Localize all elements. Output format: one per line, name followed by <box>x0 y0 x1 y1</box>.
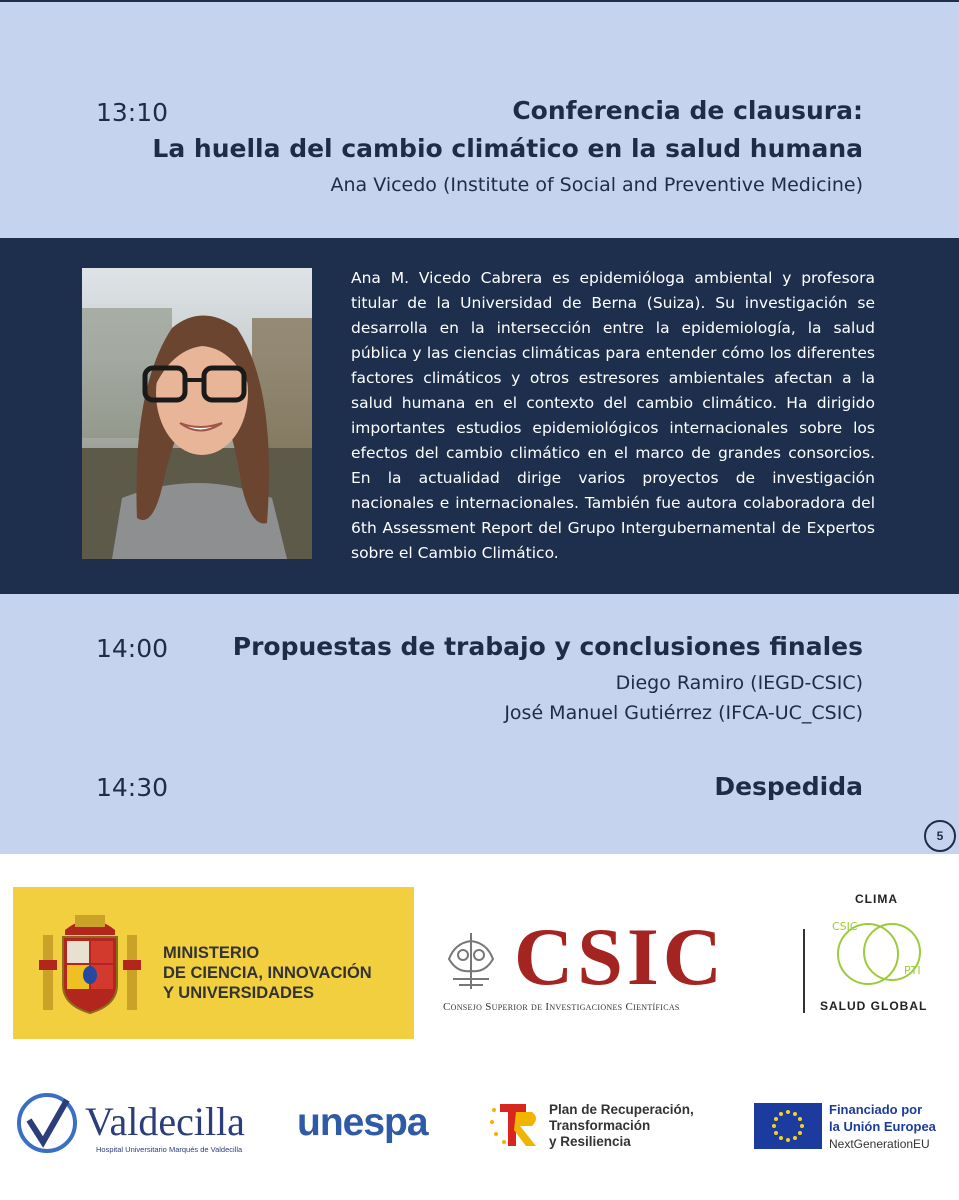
ministerio-line2: DE CIENCIA, INNOVACIÓN <box>163 964 372 982</box>
speaker-bio-text: Ana M. Vicedo Cabrera es epidemióloga ambiental y profesora titular de la Universidad de Berna (Suiza). Su investigación se desarrolla en la intersección entre la epidemiología, la salud pública y las ciencias climáticas para entender cómo los diferentes factores climáticos y otros estresores ambientales afectan a la salud humana en el contexto del cambio climático. Ha dirigido importantes estudios epidemiológicos internacionales sobre los efectos del cambio climático en el marco de grandes consorcios. En la actualidad dirige varios proyectos de investigación nacionales e internacionales. También fue autora colaboradora del 6th Assessment Report del Grupo Intergubernamental de Expertos sobre el Cambio Climático. <box>351 269 875 562</box>
plan-recuperacion-icon <box>486 1100 546 1150</box>
clima-rings-icon <box>826 912 936 992</box>
clima-logo-bottom: SALUD GLOBAL <box>820 999 928 1013</box>
plan-line3: y Resiliencia <box>549 1134 631 1149</box>
session-title: Despedida <box>714 772 863 801</box>
session-speaker: Ana Vicedo (Institute of Social and Preventive Medicine) <box>330 174 863 196</box>
session-time: 14:30 <box>96 773 169 802</box>
session-closing-block <box>0 594 959 854</box>
clima-ring-left: CSIC <box>832 920 858 933</box>
csic-logo-subtitle: Consejo Superior de Investigaciones Científicas <box>443 1001 680 1013</box>
eu-line1: Financiado por <box>829 1102 923 1117</box>
session-title-line1: Conferencia de clausura: <box>512 96 863 125</box>
session-speaker-1: Diego Ramiro (IEGD-CSIC) <box>615 672 863 694</box>
ministerio-logo <box>13 887 414 1039</box>
page-number: 5 <box>924 820 956 852</box>
csic-emblem-icon <box>443 929 499 993</box>
eu-line2: la Unión Europea <box>829 1119 936 1134</box>
eu-line3: NextGenerationEU <box>829 1137 930 1151</box>
csic-logo-text: CSIC <box>514 911 726 1002</box>
plan-line1: Plan de Recuperación, <box>549 1102 694 1117</box>
session-title-line2: La huella del cambio climático en la salud humana <box>152 134 863 163</box>
unespa-logo: unespa <box>297 1101 428 1144</box>
clima-logo-top: CLIMA <box>855 892 898 906</box>
eu-flag-icon <box>754 1103 822 1149</box>
session-time: 13:10 <box>96 98 169 127</box>
valdecilla-logo-text: Valdecilla <box>85 1099 245 1144</box>
ministerio-line3: Y UNIVERSIDADES <box>163 984 314 1002</box>
valdecilla-icon <box>15 1090 79 1156</box>
session-speaker-2: José Manuel Gutiérrez (IFCA-UC_CSIC) <box>504 702 863 724</box>
eu-funding-text <box>829 1101 936 1153</box>
speaker-portrait-icon <box>82 268 312 559</box>
plan-line2: Transformación <box>549 1118 651 1133</box>
coat-of-arms-icon <box>35 905 145 1025</box>
session-time: 14:00 <box>96 634 169 663</box>
session-title: Propuestas de trabajo y conclusiones finales <box>232 632 863 661</box>
valdecilla-logo-subtitle: Hospital Universitario Marqués de Valdecilla <box>96 1145 243 1154</box>
speaker-photo <box>82 268 312 559</box>
session-closing-conference <box>0 2 959 238</box>
logo-divider <box>803 929 805 1013</box>
ministerio-line1: MINISTERIO <box>163 944 260 962</box>
plan-recuperacion-text <box>549 1102 694 1150</box>
clima-ring-right: PTI <box>904 964 921 977</box>
